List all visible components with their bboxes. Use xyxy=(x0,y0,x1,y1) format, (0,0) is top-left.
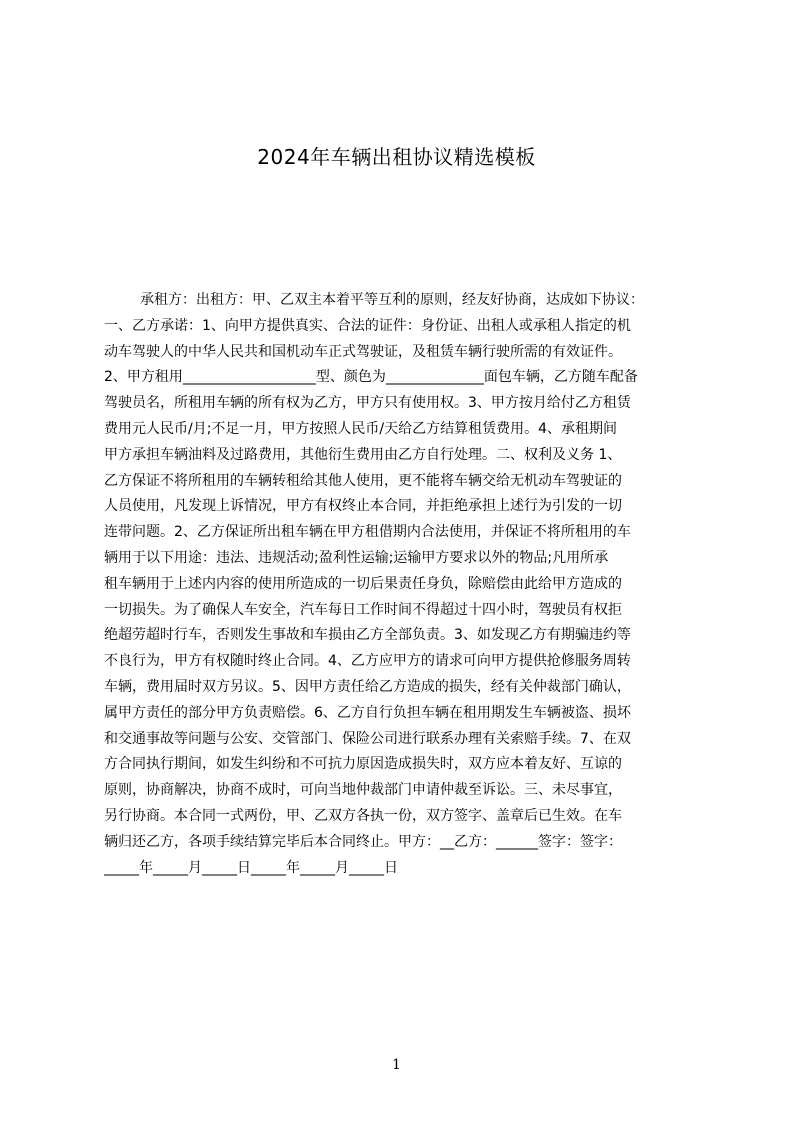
body-line: 不良行为，甲方有权随时终止合同。4、乙方应甲方的请求可向甲方提供抢修服务周转 xyxy=(104,653,631,670)
body-line: 绝超劳超时行车，否则发生事故和车损由乙方全部负责。3、如发现乙方有期骗违约等 xyxy=(104,627,631,644)
body-line: 辆归还乙方，各项手续结算完毕后本合同终止。甲方：__乙方：______签字：签字： xyxy=(104,833,622,850)
body-line: 另行协商。本合同一式两份，甲、乙双方各执一份，双方签字、盖章后已生效。在车 xyxy=(104,807,622,824)
body-line: 乙方保证不将所租用的车辆转租给其他人使用，更不能将车辆交给无机动车驾驶证的 xyxy=(104,472,622,489)
body-line: 驾驶员名，所租用车辆的所有权为乙方，甲方只有使用权。3、甲方按月给付乙方租赁 xyxy=(104,395,631,412)
body-line: 承租方：出租方：甲、乙双主本着平等互利的原则，经友好协商，达成如下协议： xyxy=(140,292,644,308)
body-line: 连带问题。2、乙方保证所出租车辆在甲方租借期内合法使用，并保证不将所租用的车 xyxy=(104,524,631,541)
body-line: 费用元人民币/月;不足一月，甲方按照人民币/天给乙方结算租赁费用。4、承租期间 xyxy=(104,420,618,437)
document-title: 2024年车辆出租协议精选模板 xyxy=(257,145,536,169)
body-line: 人员使用，凡发现上诉情况，甲方有权终止本合同，并拒绝承担上述行为引发的一切 xyxy=(104,498,622,515)
document-body xyxy=(104,288,696,903)
body-line: 和交通事故等问题与公安、交管部门、保险公司进行联系办理有关索赔手续。7、在双 xyxy=(104,730,631,747)
body-line: 车辆，费用届时双方另议。5、因甲方责任给乙方造成的损失，经有关仲裁部门确认， xyxy=(104,678,631,695)
body-line: 甲方承担车辆油料及过路费用，其他衍生费用由乙方自行处理。二、权利及义务 1、 xyxy=(104,446,622,463)
body-line: 方合同执行期间，如发生纠纷和不可抗力原因造成损失时，双方应本着友好、互谅的 xyxy=(104,756,622,773)
page-number: 1 xyxy=(392,1057,401,1073)
body-line: 原则，协商解决，协商不成时，可向当地仲裁部门申请仲裁至诉讼。三、未尽事宜， xyxy=(104,782,622,799)
body-line: 动车驾驶人的中华人民共和国机动车正式驾驶证，及租赁车辆行驶所需的有效证件。 xyxy=(104,343,622,360)
body-line: 辆用于以下用途：违法、违规活动;盈利性运输;运输甲方要求以外的物品;凡用所承 xyxy=(104,549,609,566)
body-line: 一切损失。为了确保人车安全，汽车每日工作时间不得超过十四小时，驾驶员有权拒 xyxy=(104,601,622,618)
body-line: 一、乙方承诺：1、向甲方提供真实、合法的证件：身份证、出租人或承租人指定的机 xyxy=(104,317,631,334)
signature-date-line: _____年_____月_____日_____年_____月_____日 xyxy=(104,859,398,876)
body-line: 租车辆用于上述内内容的使用所造成的一切后果责任身负，除赔偿由此给甲方造成的 xyxy=(104,575,622,592)
body-line: 属甲方责任的部分甲方负责赔偿。6、乙方自行负担车辆在租用期发生车辆被盗、损坏 xyxy=(104,704,631,721)
body-line: 2、甲方租用___________________型、颜色为______________面包车辆，乙方随车配备 xyxy=(104,369,638,386)
